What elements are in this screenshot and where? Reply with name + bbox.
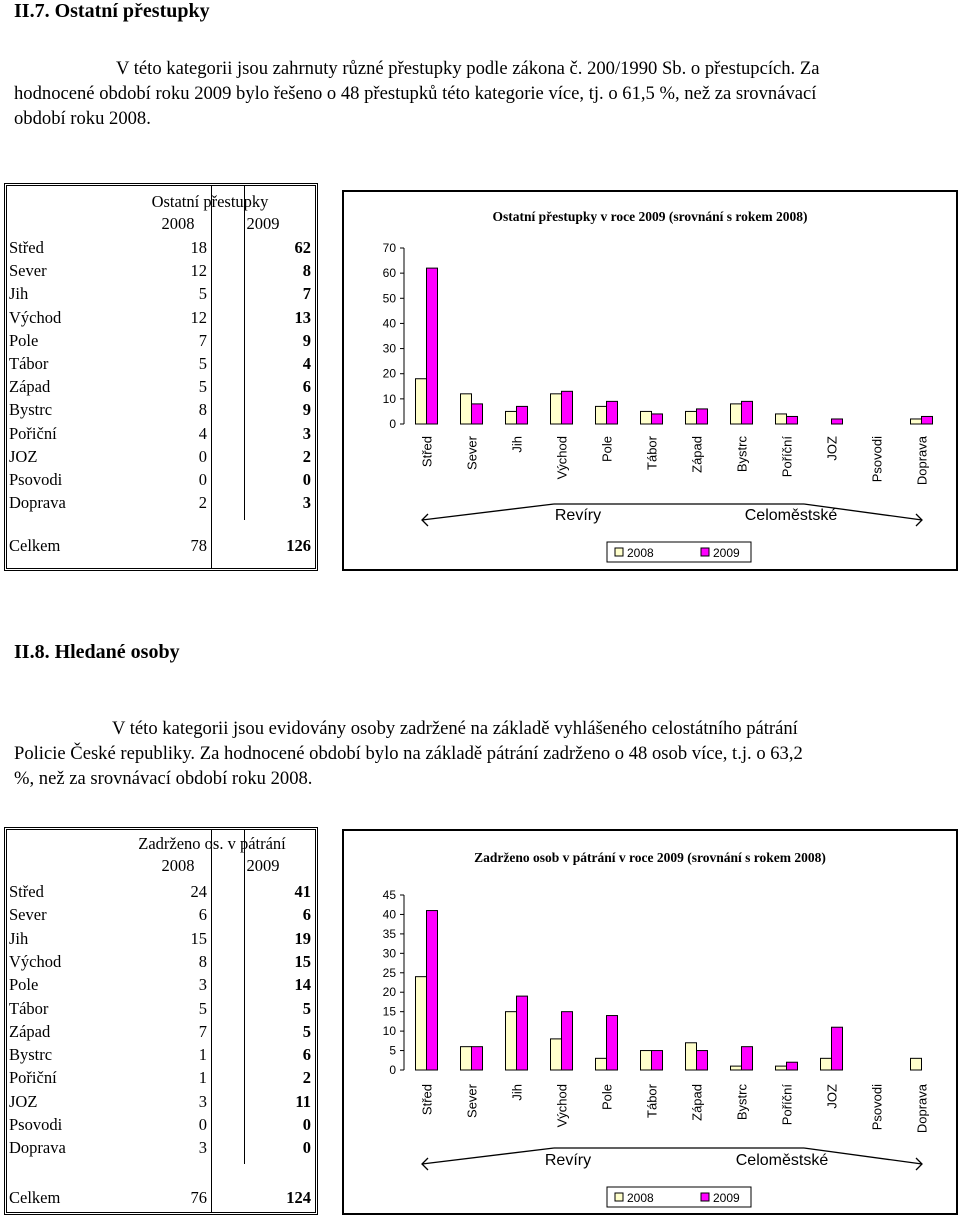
table-total-2009: 124 [286,1188,311,1207]
table-row-label: Doprava [9,493,66,513]
table-cell-2008: 8 [198,400,207,420]
legend-swatch-2009 [701,548,709,556]
x-tick-label: Západ [689,1084,705,1121]
x-tick-label: Bystrc [734,436,750,473]
y-tick-label: 25 [382,965,396,980]
table-row-label: Bystrc [9,400,53,420]
x-tick-label: Tábor [644,1084,660,1118]
bar-2009 [472,404,483,424]
x-tick-label: Psovodi [869,1084,885,1131]
table-cell-2009: 41 [294,882,311,901]
bar-2009 [427,911,438,1070]
table-cell-2009: 3 [302,423,311,443]
bar-2008 [776,414,787,424]
ostatni-prestupky-chart [342,190,958,571]
paragraph-line: V této kategorii jsou evidovány osoby zadržené na základě vyhlášeného celostátního pátrání [112,718,798,739]
table-row-label: JOZ [9,446,38,466]
x-tick-label: Doprava [914,1084,930,1134]
bar-2009 [787,1062,798,1070]
bar-2008 [461,394,472,424]
legend-swatch-2008 [615,548,623,556]
table-row-label: Střed [9,882,44,901]
table-cell-2008: 8 [198,951,207,971]
bar-2008 [641,411,652,424]
y-tick-label: 20 [382,985,396,1000]
table-cell-2008: 18 [190,238,207,257]
x-tick-label: Psovodi [869,436,885,483]
section-paragraph [14,716,954,791]
table-cell-2008: 0 [198,446,207,466]
table-cell-2009: 7 [302,284,311,304]
table-cell-2009: 3 [302,493,311,513]
table-cell-2009: 6 [302,377,311,397]
bar-2008 [596,406,607,424]
table-cell-2008: 12 [190,261,207,281]
bar-2008 [821,1058,832,1070]
legend-swatch-2009 [701,1193,709,1201]
table-cell-2008: 1 [198,1068,207,1088]
table-cell-2009: 14 [294,975,311,995]
bar-2008 [731,404,742,424]
table-cell-2009: 9 [302,400,311,420]
table-cell-2008: 4 [198,423,207,443]
y-tick-label: 40 [382,316,396,331]
x-tick-label: Střed [419,1084,435,1116]
zadrzeno-chart [342,829,958,1215]
table-divider [211,186,212,568]
table-cell-2009: 6 [302,905,311,925]
bar-2009 [472,1047,483,1070]
table-row-label: Sever [9,905,47,925]
bar-2008 [686,411,697,424]
y-tick-label: 0 [389,1063,396,1077]
bar-2008 [551,394,562,424]
table-cell-2008: 1 [198,1045,207,1065]
group-label-celomestske: Celoměstské [735,1152,829,1169]
table-cell-2009: 15 [294,951,311,971]
legend-label-2008: 2008 [627,1191,654,1205]
table-cell-2009: 9 [302,330,311,350]
table-row-label: Pole [9,330,39,350]
table-cell-2008: 5 [198,377,207,397]
table-total-2008: 78 [190,536,207,555]
table-cell-2008: 3 [198,975,207,995]
bar-2009 [562,391,573,424]
bar-2009 [607,401,618,424]
x-tick-label: Sever [464,1084,480,1118]
x-tick-label: Západ [689,436,705,473]
bar-2008 [551,1039,562,1070]
table-row-label: Pole [9,975,39,995]
y-tick-label: 15 [382,1004,396,1019]
table-cell-2008: 6 [198,905,207,925]
bar-2009 [652,1051,663,1070]
x-tick-label: Jih [509,1084,525,1101]
table-cell-2009: 0 [302,470,311,489]
table-cell-2008: 7 [198,330,207,350]
table-cell-2008: 5 [198,284,207,304]
x-tick-label: Pole [599,1084,615,1111]
bar-2008 [596,1058,607,1070]
bar-2009 [517,406,528,424]
y-tick-label: 60 [382,266,396,281]
table-cell-2009: 19 [294,928,311,948]
y-tick-label: 0 [389,417,396,431]
bar-2009 [607,1016,618,1070]
section-heading-ostatni-prestupky: II.7. Ostatní přestupky [14,0,210,22]
table-cell-2009: 13 [294,307,311,327]
table-cell-2009: 5 [302,998,311,1018]
y-tick-label: 5 [389,1043,396,1058]
bar-2009 [427,268,438,424]
bar-2008 [641,1051,652,1070]
bar-2008 [731,1066,742,1070]
col-header-2009: 2009 [246,856,280,875]
table-total-2009: 126 [286,536,311,555]
bar-2009 [742,1047,753,1070]
y-tick-label: 10 [382,391,396,406]
table-cell-2008: 15 [190,928,207,948]
table-cell-2009: 2 [302,446,311,466]
y-tick-label: 50 [382,291,396,306]
table-title: Ostatní přestupky [151,192,269,211]
bar-2008 [461,1047,472,1070]
y-tick-label: 40 [382,907,396,922]
group-label-celomestske: Celoměstské [744,507,838,524]
table-row-label: Psovodi [9,1115,63,1134]
y-tick-label: 30 [382,341,396,356]
table-cell-2008: 0 [198,470,207,489]
paragraph-line: Policie České republiky. Za hodnocené období bylo na základě pátrání zadrženo o 48 osob více, t.j. o 63,2 [14,743,803,764]
group-arrow-line [422,1148,554,1164]
col-header-2009: 2009 [246,214,280,233]
table-cell-2009: 0 [302,1138,311,1158]
y-tick-label: 35 [382,926,396,941]
table-cell-2008: 0 [198,1115,207,1134]
table-total-label: Celkem [9,1188,61,1207]
paragraph-line: období roku 2008. [14,108,151,129]
table-divider [244,830,245,1164]
table-cell-2008: 2 [198,493,207,513]
x-tick-label: JOZ [824,436,840,461]
table-row-label: Střed [9,238,44,257]
chart-svg [344,192,956,569]
table-row-label: Doprava [9,1138,66,1158]
table-row-label: Tábor [9,998,49,1018]
bar-2008 [506,411,517,424]
table-cell-2009: 62 [294,238,311,257]
bar-2008 [911,419,922,424]
col-header-2008: 2008 [161,856,195,875]
paragraph-line: V této kategorii jsou zahrnuty různé přestupky podle zákona č. 200/1990 Sb. o přestupcích. Za [116,58,820,79]
table-cell-2008: 3 [198,1091,207,1111]
x-tick-label: Poříční [779,436,795,478]
x-tick-label: Doprava [914,436,930,486]
table-cell-2009: 6 [302,1045,311,1065]
group-label-reviry: Revíry [544,1152,592,1169]
table-cell-2009: 8 [302,261,311,281]
chart-svg [344,831,956,1213]
x-tick-label: Bystrc [734,1084,750,1121]
x-tick-label: Sever [464,436,480,470]
legend-label-2009: 2009 [713,546,740,560]
x-tick-label: Jih [509,436,525,453]
table-row-label: Východ [9,307,62,327]
table-cell-2009: 4 [302,354,311,373]
table-row-label: Bystrc [9,1045,53,1065]
group-label-reviry: Revíry [554,507,602,524]
bar-2009 [742,401,753,424]
table-divider [211,830,212,1212]
bar-2008 [506,1012,517,1070]
chart-title: Ostatní přestupky v roce 2009 (srovnání s rokem 2008) [492,209,808,224]
table-row-label: Pořiční [9,1068,57,1088]
table-row-label: JOZ [9,1091,38,1111]
table-total-2008: 76 [190,1188,207,1207]
bar-2008 [911,1058,922,1070]
bar-2009 [562,1012,573,1070]
table-cell-2009: 11 [295,1091,311,1111]
zadrzeno-table [4,827,318,1215]
y-tick-label: 10 [382,1024,396,1039]
paragraph-line: %, než za srovnávací období roku 2008. [14,768,313,789]
table-cell-2008: 3 [198,1138,207,1158]
legend-swatch-2008 [615,1193,623,1201]
table-cell-2008: 24 [190,882,207,901]
table-row-label: Tábor [9,354,49,373]
table-row-label: Psovodi [9,470,63,489]
table-row-label: Sever [9,261,47,281]
section-heading-hledane-osoby: II.8. Hledané osoby [14,641,180,663]
table-row-label: Západ [9,377,51,397]
paragraph-line: hodnocené období roku 2009 bylo řešeno o 48 přestupků této kategorie více, tj. o 61,5 %, než za srovnávací [14,83,817,104]
y-tick-label: 20 [382,366,396,381]
table-row-label: Jih [9,928,29,948]
group-arrow-line [422,504,554,520]
bar-2009 [832,419,843,424]
bar-2009 [787,416,798,424]
x-tick-label: Střed [419,436,435,468]
table-cell-2009: 0 [302,1115,311,1134]
table-cell-2008: 7 [198,1021,207,1041]
x-tick-label: Pole [599,436,615,463]
x-tick-label: Východ [554,436,570,480]
x-tick-label: JOZ [824,1084,840,1109]
table-cell-2008: 5 [198,998,207,1018]
bar-2009 [697,1051,708,1070]
col-header-2008: 2008 [161,214,195,233]
chart-title: Zadrženo osob v pátrání v roce 2009 (srovnání s rokem 2008) [474,850,826,865]
bar-2009 [652,414,663,424]
table-cell-2008: 12 [190,307,207,327]
table-cell-2008: 5 [198,354,207,373]
bar-2008 [686,1043,697,1070]
y-tick-label: 70 [382,241,396,255]
y-tick-label: 30 [382,946,396,961]
table-row-label: Pořiční [9,423,57,443]
x-tick-label: Tábor [644,436,660,470]
table-cell-2009: 2 [302,1068,311,1088]
legend-label-2009: 2009 [713,1191,740,1205]
legend-label-2008: 2008 [627,546,654,560]
ostatni-prestupky-table [4,183,318,571]
table-row-label: Západ [9,1021,51,1041]
bar-2009 [517,996,528,1070]
x-tick-label: Východ [554,1084,570,1128]
bar-2008 [416,977,427,1070]
y-tick-label: 45 [382,888,396,902]
section-paragraph [14,56,954,131]
table-total-label: Celkem [9,536,61,555]
x-tick-label: Poříční [779,1084,795,1126]
table-row-label: Východ [9,951,62,971]
bar-2008 [416,379,427,424]
table-row-label: Jih [9,284,29,304]
bar-2009 [922,416,933,424]
bar-2009 [832,1027,843,1070]
bar-2008 [776,1066,787,1070]
table-cell-2009: 5 [302,1021,311,1041]
bar-2009 [697,409,708,424]
table-title: Zadrženo os. v pátrání [138,834,286,853]
